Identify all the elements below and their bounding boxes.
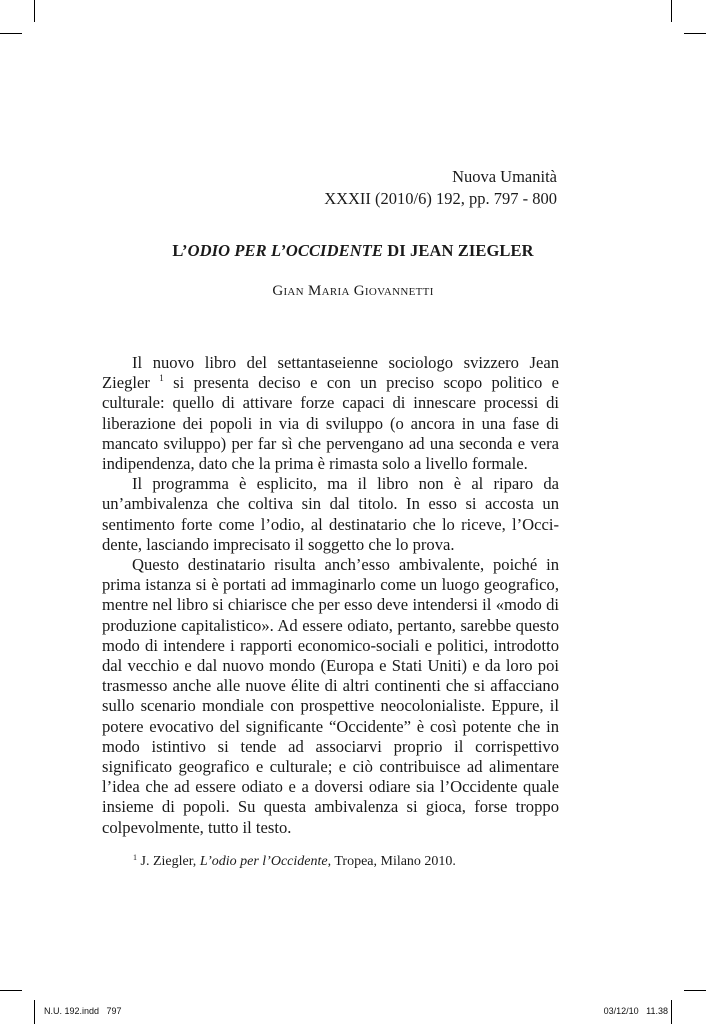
- crop-mark-bottom-left-vertical: [34, 1000, 35, 1024]
- paragraph-3: Questo destinatario risulta anch’esso ambivalente, poiché in prima istanza si è portati ad immaginarlo come un luogo geografico, mentre nel libro si chiarisce che per esso deve intendersi il «modo di produzione capitalistico». Ad essere odiato, pertanto, sarebbe questo modo di intendere i rapporti economico-sociali e politici, introdotto dal vecchio e dal nuovo mondo (Europa e Stati Uniti) e da loro poi trasmesso anche alle nuove élite di altri continenti che si affacciano sullo scenario mondiale con prospettive neocolonialiste. Eppure, il potere evocativo del significante “Occidente” è così potente che in modo istintivo si tende ad associarvi proprio il corrispettivo significato geografico e culturale; e ciò contribuisce ad alimentare l’idea che ad essere odiato e a doversi odiare sia l’Occidente quale insieme di popoli. Su questa ambivalenza si gioca, forse troppo colpevolmente, tutto il testo.: [102, 555, 559, 837]
- crop-mark-top-left-vertical: [34, 0, 35, 22]
- journal-name: Nuova Umanità: [452, 167, 557, 186]
- article-author: Gian Maria Giovannetti: [272, 283, 434, 299]
- crop-mark-bottom-right-vertical: [671, 1000, 672, 1024]
- title-italic: ODIO PER L’OCCIDENTE: [187, 241, 384, 260]
- article-title: [0, 241, 706, 261]
- title-prefix: L’: [172, 241, 188, 260]
- crop-mark-bottom-right-horizontal: [684, 990, 706, 991]
- footnote-book-title: L’odio per l’Occidente: [199, 854, 328, 869]
- paragraph-1-text-b: si presenta deciso e con un preciso scopo politico e culturale: quello di attivare forze capaci di innescare processi di liberazione dei popoli in via di sviluppo (o ancora in una fase di mancato sviluppo) per far sì che pervengano ad una seconda e vera indipendenza, dato che la prima è rimasta solo a livello formale.: [102, 373, 559, 474]
- paragraph-2: Il programma è esplicito, ma il libro non è al riparo da un’ambivalenza che coltiva sin dal titolo. In esso si accosta un sentimento forte come l’odio, al destinatario che lo riceve, l’Occidente, lasciando imprecisato il soggetto che lo prova.: [102, 474, 559, 554]
- footnote-reference: 1: [159, 373, 164, 384]
- crop-mark-top-right-vertical: [671, 0, 672, 22]
- slug-left: N.U. 192.indd 797: [44, 1006, 122, 1016]
- slug-right: 03/12/10 11.38: [603, 1006, 668, 1016]
- title-suffix: DI JEAN ZIEGLER: [383, 241, 534, 260]
- footnote-marker: 1: [133, 853, 137, 862]
- footnote: [133, 853, 456, 871]
- paragraph-1-text-a: Il nuovo libro del settantaseienne sociologo svizzero Jean Ziegler: [102, 353, 559, 393]
- footnote-text-b: , Tropea, Milano 2010.: [327, 854, 456, 869]
- paragraph-1: [102, 353, 559, 474]
- crop-mark-bottom-left-horizontal: [0, 990, 22, 991]
- article-body: [102, 353, 559, 838]
- crop-mark-top-left-horizontal: [0, 33, 22, 34]
- crop-mark-top-right-horizontal: [684, 33, 706, 34]
- journal-issue: XXXII (2010/6) 192, pp. 797 - 800: [324, 189, 557, 208]
- journal-header: [324, 166, 557, 210]
- footnote-text-a: J. Ziegler,: [137, 854, 200, 869]
